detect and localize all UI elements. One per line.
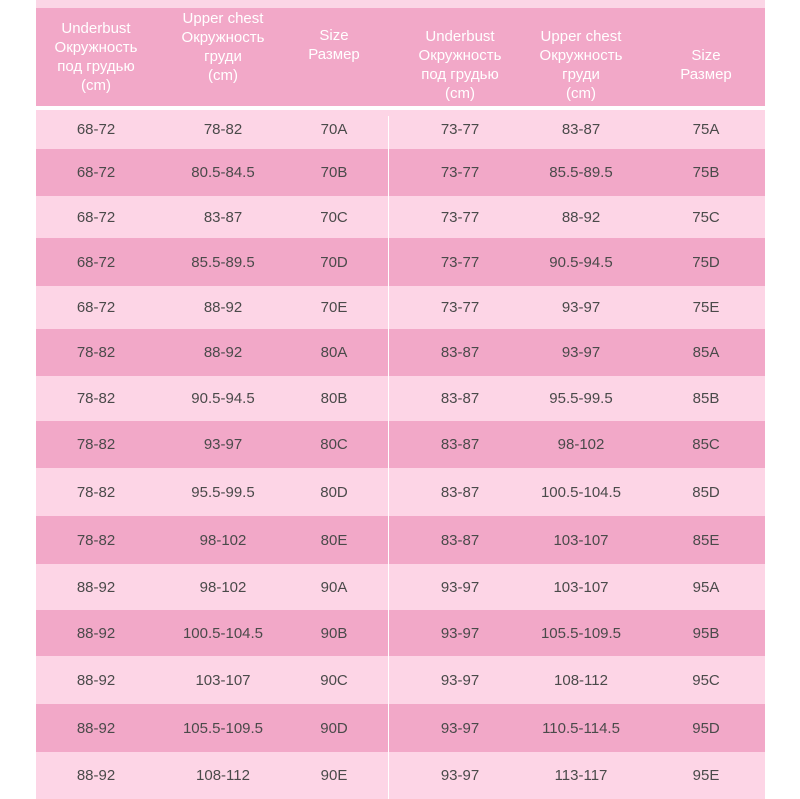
top-bar	[36, 0, 765, 8]
cell-s1: 70D	[320, 253, 348, 271]
table-row	[36, 286, 765, 329]
cell-c2: 110.5-114.5	[542, 719, 620, 737]
cell-u1: 68-72	[76, 299, 116, 316]
cell-s1: 70C	[320, 208, 348, 226]
cell-s1: 80D	[320, 483, 348, 501]
cell-s2: 95C	[692, 671, 720, 689]
table-row	[36, 752, 765, 799]
cell-c1: 98-102	[199, 578, 247, 596]
cell-s2: 85C	[692, 436, 720, 453]
cell-s1: 90A	[320, 578, 348, 596]
cell-u2: 73-77	[440, 164, 480, 181]
cell-u1: 88-92	[76, 578, 116, 596]
cell-s1: 80B	[320, 390, 348, 407]
cell-s2: 75A	[692, 121, 720, 138]
cell-s2: 95A	[692, 578, 720, 596]
table-row	[36, 468, 765, 516]
header-line: Underbust	[61, 20, 131, 37]
table-row	[36, 421, 765, 468]
cell-c1: 80.5-84.5	[191, 164, 255, 181]
header-upper-chest-left	[163, 0, 283, 96]
cell-u1: 78-82	[76, 390, 116, 407]
cell-c2: 113-117	[554, 767, 608, 784]
cell-c1: 103-107	[195, 671, 251, 689]
cell-s2: 85A	[692, 344, 720, 361]
table-row	[36, 610, 765, 656]
table-row	[36, 110, 765, 149]
cell-s2: 95E	[692, 767, 720, 784]
header-line: (cm)	[565, 85, 596, 102]
cell-c2: 83-87	[561, 121, 601, 138]
header-line: под грудью	[57, 58, 135, 75]
cell-s2: 85D	[692, 483, 720, 501]
header-underbust-right	[410, 16, 510, 114]
cell-s1: 90D	[320, 719, 348, 737]
table-row	[36, 564, 765, 610]
cell-u1: 68-72	[76, 121, 116, 138]
cell-s1: 90C	[320, 671, 348, 689]
cell-c2: 100.5-104.5	[540, 483, 622, 501]
header-line: Upper chest	[182, 10, 264, 27]
cell-c1: 88-92	[203, 344, 243, 361]
cell-u2: 73-77	[440, 121, 480, 138]
cell-s2: 75B	[692, 164, 720, 181]
header-line: груди	[204, 48, 242, 65]
cell-s1: 90E	[320, 767, 348, 784]
column-divider	[388, 116, 389, 799]
cell-u1: 88-92	[76, 767, 116, 784]
header-upper-chest-right	[521, 16, 641, 114]
size-chart	[36, 0, 765, 799]
header-underbust-left	[52, 8, 140, 106]
cell-s2: 75D	[692, 253, 720, 271]
cell-c1: 88-92	[203, 299, 243, 316]
cell-c2: 103-107	[553, 578, 609, 596]
header-line: Окружность	[539, 47, 623, 64]
cell-c1: 98-102	[199, 531, 247, 549]
cell-u1: 68-72	[76, 164, 116, 181]
table-row	[36, 516, 765, 564]
table-row	[36, 656, 765, 704]
cell-u2: 83-87	[440, 483, 480, 501]
cell-c2: 93-97	[561, 299, 601, 316]
cell-c2: 95.5-99.5	[549, 390, 613, 407]
cell-c2: 108-112	[554, 671, 608, 689]
table-row	[36, 149, 765, 196]
cell-c2: 90.5-94.5	[549, 253, 613, 271]
cell-s2: 85B	[692, 390, 720, 407]
header-line: Size	[691, 47, 721, 64]
cell-u1: 78-82	[76, 344, 116, 361]
header-line: (cm)	[444, 85, 475, 102]
cell-u1: 78-82	[76, 483, 116, 501]
header-size-left	[298, 0, 370, 94]
cell-u1: 78-82	[76, 531, 116, 549]
table-row	[36, 196, 765, 238]
header-line: Размер	[680, 66, 732, 83]
header-size-right	[666, 16, 746, 114]
cell-s1: 80C	[320, 436, 348, 453]
header-line: Size	[319, 27, 349, 44]
cell-s2: 75C	[692, 208, 720, 226]
cell-u2: 93-97	[440, 578, 480, 596]
header-line: (cm)	[80, 77, 111, 94]
table-row	[36, 704, 765, 752]
cell-c1: 105.5-109.5	[182, 719, 264, 737]
cell-u2: 73-77	[440, 299, 480, 316]
header-line: Окружность	[418, 47, 502, 64]
cell-s2: 95D	[692, 719, 720, 737]
cell-c2: 105.5-109.5	[540, 624, 622, 642]
cell-c2: 103-107	[553, 531, 609, 549]
cell-u2: 93-97	[440, 624, 480, 642]
header-line: Размер	[308, 46, 360, 63]
cell-s1: 70A	[320, 121, 348, 138]
cell-c1: 93-97	[203, 436, 243, 453]
cell-c1: 90.5-94.5	[191, 390, 255, 407]
cell-c1: 78-82	[203, 121, 243, 138]
cell-u1: 88-92	[76, 671, 116, 689]
cell-s1: 90B	[320, 624, 348, 642]
cell-c1: 108-112	[196, 767, 250, 784]
cell-u1: 78-82	[76, 436, 116, 453]
cell-u2: 73-77	[440, 208, 480, 226]
cell-c1: 83-87	[203, 208, 243, 226]
cell-s2: 85E	[692, 531, 720, 549]
header-line: Окружность	[181, 29, 265, 46]
cell-u2: 93-97	[440, 671, 480, 689]
header-row	[36, 8, 765, 106]
cell-u2: 83-87	[440, 390, 480, 407]
cell-u1: 68-72	[76, 208, 116, 226]
cell-u2: 83-87	[440, 344, 480, 361]
header-line: Upper chest	[540, 28, 622, 45]
cell-u2: 83-87	[440, 531, 480, 549]
cell-c1: 95.5-99.5	[191, 483, 255, 501]
cell-u1: 88-92	[76, 719, 116, 737]
cell-s1: 80A	[320, 344, 348, 361]
cell-u2: 93-97	[440, 719, 480, 737]
cell-c1: 100.5-104.5	[182, 624, 264, 642]
header-line: (cm)	[207, 67, 238, 84]
cell-c2: 85.5-89.5	[549, 164, 613, 181]
cell-s2: 75E	[692, 299, 720, 316]
cell-c2: 88-92	[561, 208, 601, 226]
cell-s1: 80E	[320, 531, 348, 549]
table-row	[36, 238, 765, 286]
header-line: под грудью	[421, 66, 499, 83]
table-row	[36, 376, 765, 421]
cell-u2: 73-77	[440, 253, 480, 271]
header-line: груди	[562, 66, 600, 83]
cell-s2: 95B	[692, 624, 720, 642]
cell-s1: 70E	[320, 299, 348, 316]
cell-u1: 88-92	[76, 624, 116, 642]
cell-u2: 93-97	[440, 767, 480, 784]
cell-u2: 83-87	[440, 436, 480, 453]
header-line: Окружность	[54, 39, 138, 56]
table-row	[36, 329, 765, 376]
cell-c2: 93-97	[561, 344, 601, 361]
cell-c1: 85.5-89.5	[191, 253, 255, 271]
cell-u1: 68-72	[76, 253, 116, 271]
header-line: Underbust	[425, 28, 495, 45]
cell-s1: 70B	[320, 164, 348, 181]
cell-c2: 98-102	[557, 436, 605, 453]
